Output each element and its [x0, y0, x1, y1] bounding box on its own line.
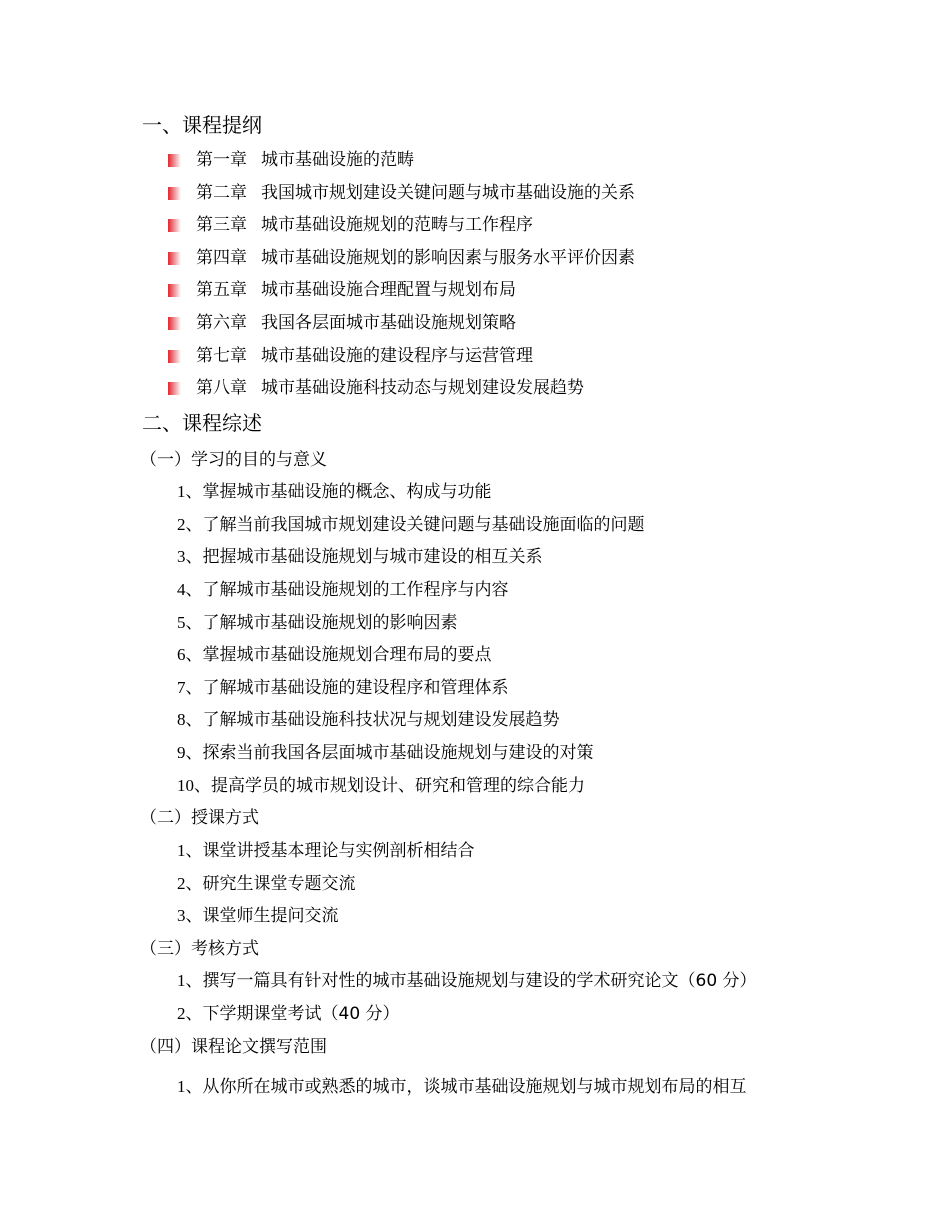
chapter-item — [168, 375, 584, 401]
chapter-number: 第四章 — [196, 248, 247, 268]
chapter-item — [168, 343, 533, 369]
chapter-title: 城市基础设施规划的影响因素与服务水平评价因素 — [261, 248, 635, 268]
list-item: 7、了解城市基础设施的建设程序和管理体系 — [177, 678, 509, 698]
list-item: 1、掌握城市基础设施的概念、构成与功能 — [177, 482, 492, 502]
list-item: 1、撰写一篇具有针对性的城市基础设施规划与建设的学术研究论文（60 分） — [177, 971, 757, 991]
list-item: 1、课堂讲授基本理论与实例剖析相结合 — [177, 841, 475, 861]
bullet-icon — [168, 219, 181, 232]
chapter-title: 城市基础设施规划的范畴与工作程序 — [261, 215, 533, 235]
chapter-number: 第八章 — [196, 378, 247, 398]
chapter-item — [168, 310, 516, 336]
chapter-number: 第一章 — [196, 150, 247, 170]
chapter-title: 我国城市规划建设关键问题与城市基础设施的关系 — [261, 183, 635, 203]
subsection-heading: （一）学习的目的与意义 — [140, 450, 327, 470]
chapter-number: 第五章 — [196, 280, 247, 300]
section2-title: 二、课程综述 — [142, 411, 262, 435]
list-item: 2、了解当前我国城市规划建设关键问题与基础设施面临的问题 — [177, 515, 645, 535]
list-item: 8、了解城市基础设施科技状况与规划建设发展趋势 — [177, 710, 560, 730]
list-item: 5、了解城市基础设施规划的影响因素 — [177, 613, 458, 633]
subsection-heading: （三）考核方式 — [140, 939, 259, 959]
list-item: 6、掌握城市基础设施规划合理布局的要点 — [177, 645, 492, 665]
bullet-icon — [168, 382, 181, 395]
bullet-icon — [168, 187, 181, 200]
chapter-item — [168, 147, 414, 173]
bullet-icon — [168, 350, 181, 363]
chapter-number: 第三章 — [196, 215, 247, 235]
chapter-item — [168, 180, 635, 206]
chapter-item — [168, 245, 635, 271]
subsection-heading: （四）课程论文撰写范围 — [140, 1037, 327, 1057]
chapter-title: 我国各层面城市基础设施规划策略 — [261, 313, 516, 333]
list-item: 3、课堂师生提问交流 — [177, 906, 339, 926]
list-item: 2、研究生课堂专题交流 — [177, 874, 356, 894]
section1-title: 一、课程提纲 — [142, 113, 262, 137]
chapter-title: 城市基础设施合理配置与规划布局 — [261, 280, 516, 300]
chapter-title: 城市基础设施科技动态与规划建设发展趋势 — [261, 378, 584, 398]
chapter-number: 第七章 — [196, 346, 247, 366]
chapter-item — [168, 212, 533, 238]
list-item: 2、下学期课堂考试（40 分） — [177, 1004, 400, 1024]
chapter-title: 城市基础设施的建设程序与运营管理 — [261, 346, 533, 366]
list-item: 9、探索当前我国各层面城市基础设施规划与建设的对策 — [177, 743, 594, 763]
chapter-title: 城市基础设施的范畴 — [261, 150, 414, 170]
chapter-number: 第六章 — [196, 313, 247, 333]
subsection-heading: （二）授课方式 — [140, 808, 259, 828]
chapter-item — [168, 277, 516, 303]
chapter-number: 第二章 — [196, 183, 247, 203]
bullet-icon — [168, 252, 181, 265]
list-item: 1、从你所在城市或熟悉的城市，谈城市基础设施规划与城市规划布局的相互 — [177, 1077, 747, 1097]
bullet-icon — [168, 284, 181, 297]
bullet-icon — [168, 317, 181, 330]
bullet-icon — [168, 154, 181, 167]
list-item: 3、把握城市基础设施规划与城市建设的相互关系 — [177, 547, 543, 567]
list-item: 4、了解城市基础设施规划的工作程序与内容 — [177, 580, 509, 600]
list-item: 10、提高学员的城市规划设计、研究和管理的综合能力 — [177, 776, 585, 796]
